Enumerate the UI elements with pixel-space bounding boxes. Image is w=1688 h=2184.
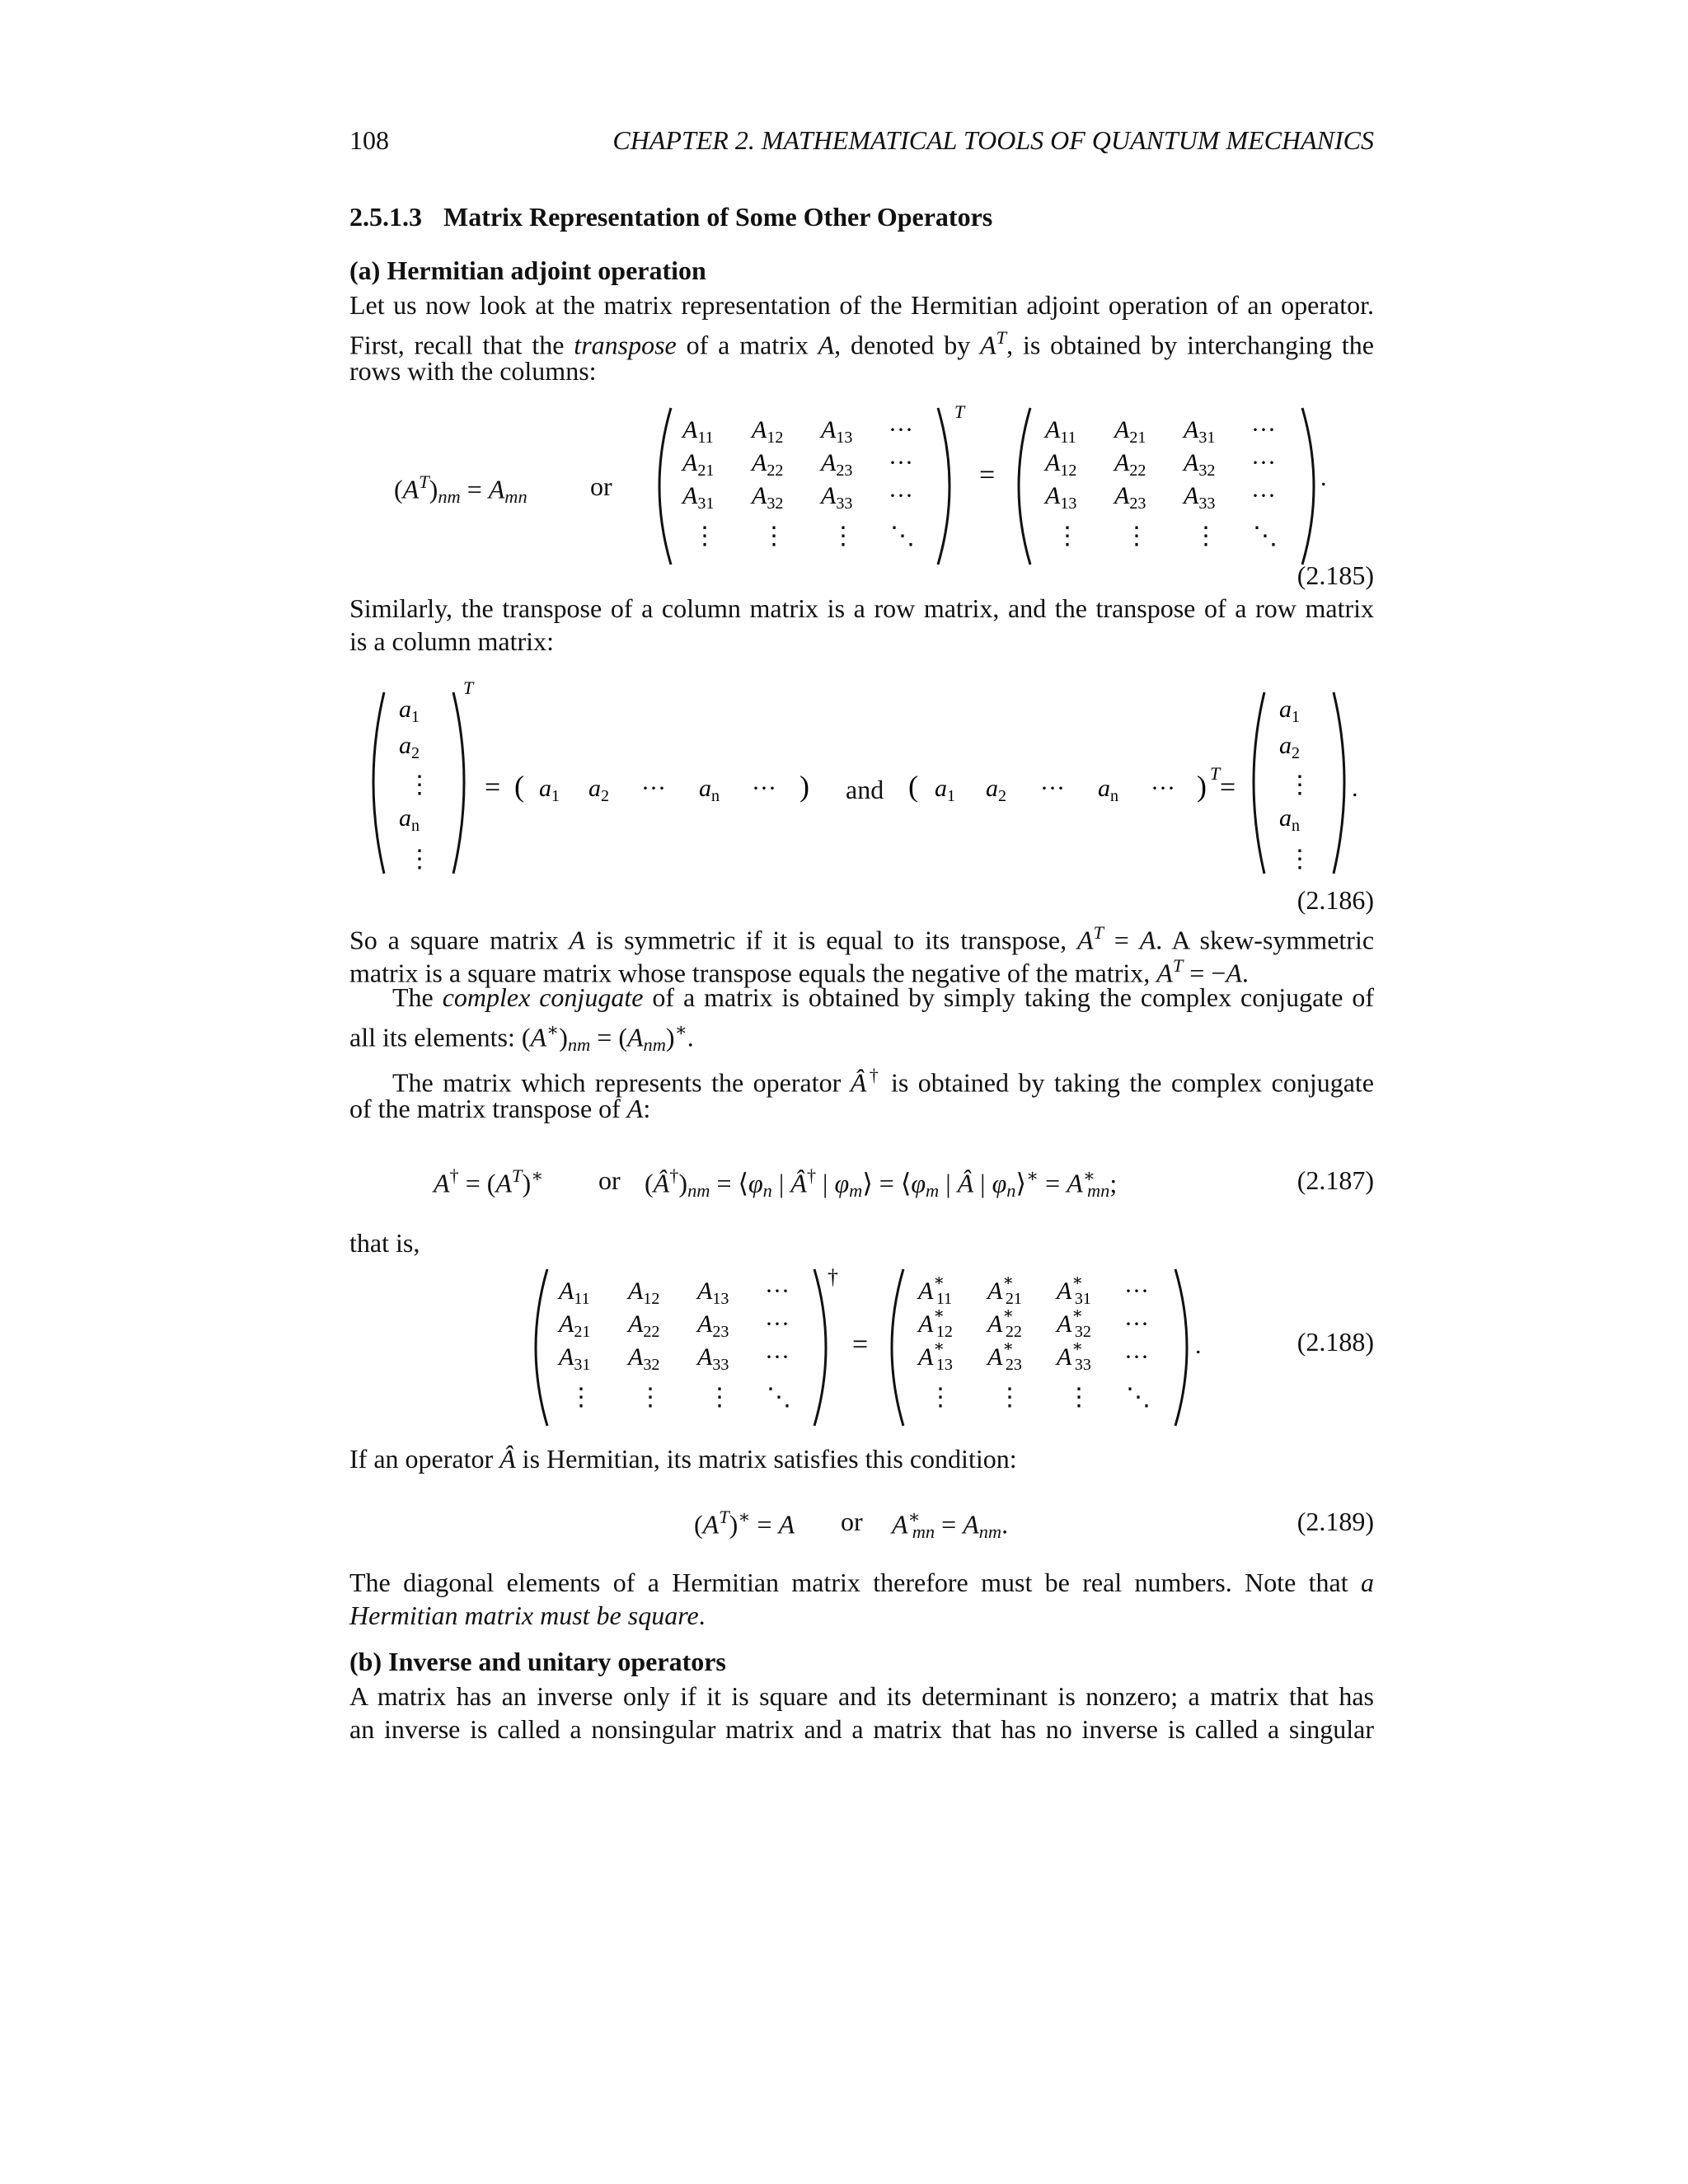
svg-text:A∗23: A∗ 23 [987,1338,1022,1374]
svg-text:A12: $A_{12}$ [628,1277,660,1308]
svg-text:···: ··· [1251,482,1276,509]
svg-text:a2: $a_2$ [588,775,609,805]
svg-text:an: $a_n$ [1279,804,1300,835]
svg-text:A11: $A_{11}$ [559,1277,590,1308]
or-word: or [590,471,612,501]
svg-text:T: T [1210,763,1221,784]
svg-text:an: $a_n$ [1098,775,1118,805]
svg-text:⋱: ⋱ [767,1384,791,1411]
svg-text:a1: $a_1$ [539,775,560,805]
text-line: A matrix has an inverse only if it is square and its determinant is nonzero; a matrix that has [349,1681,1374,1711]
svg-text:A∗22: A∗ 22 [987,1305,1022,1341]
paragraph-inverse [349,1680,1374,1746]
svg-text:⋮: ⋮ [1124,523,1149,550]
svg-text:A12: $A_{12}$ [1045,449,1077,480]
svg-text:⋮: ⋮ [1067,1384,1091,1411]
svg-text:A23: $A_{23}$ [1114,482,1146,513]
eq-hermitian-condition: $(A^T)^∗ = A$ [694,1507,795,1540]
svg-text:···: ··· [765,1310,790,1338]
svg-text:A31: $A_{31}$ [682,482,715,513]
svg-text:···: ··· [1124,1310,1149,1338]
svg-text:=: = [485,772,501,803]
and-word: and [846,775,884,804]
subsection-b-title: (b) Inverse and unitary operators [349,1647,726,1676]
svg-text:⋱: ⋱ [1253,523,1278,550]
svg-text:A21: $A_{21}$ [682,449,715,480]
svg-text:⋱: ⋱ [1126,1384,1151,1411]
svg-text:A31: $A_{31}$ [559,1343,591,1374]
section-number: 2.5.1.3 [349,202,422,232]
svg-text:†: † [828,1265,838,1289]
text-line: Hermitian matrix must be square. [349,1601,706,1630]
svg-text:A∗12: A∗ 12 [918,1305,953,1341]
section-heading [349,202,992,232]
svg-text:): ) [1197,770,1207,803]
svg-text:(: ( [908,770,918,803]
svg-text:···: ··· [765,1343,790,1371]
text-line: all its elements: $(A^∗)_{nm} = (A_{nm})^∗$. [349,1019,694,1055]
svg-text:a2: $a_2$ [986,775,1006,805]
svg-text:A∗21: A∗ 21 [987,1272,1022,1308]
svg-text:A21: $A_{21}$ [559,1310,591,1341]
svg-text:A∗32: A∗ 32 [1057,1305,1091,1341]
svg-text:(: ( [514,770,524,803]
svg-text:⋮: ⋮ [707,1384,732,1411]
svg-text:=: = [1220,772,1236,803]
svg-text:A32: $A_{32}$ [752,482,784,513]
text-line: The complex conjugate of a matrix is obtained by simply taking the complex conjugate of [392,982,1375,1012]
svg-text:A∗13: A∗ 13 [918,1338,953,1374]
svg-text:···: ··· [1151,775,1175,802]
section-title: Matrix Representation of Some Other Operators [443,202,993,232]
svg-text:A22: $A_{22}$ [752,449,784,480]
svg-text:A∗11: A∗ 11 [918,1272,953,1308]
svg-text:⋮: ⋮ [692,523,717,550]
svg-text:···: ··· [1251,416,1276,443]
svg-text:···: ··· [1124,1343,1149,1371]
svg-text:···: ··· [1124,1277,1149,1305]
svg-text:⋮: ⋮ [762,523,786,550]
svg-text:A12: $A_{12}$ [752,416,784,447]
paragraph-transpose-intro [349,288,1374,387]
svg-text:=: = [979,460,996,490]
paragraph-column-row-transpose [349,592,1374,658]
svg-text:···: ··· [752,775,776,802]
eq-transpose-element: $(A^T)_{nm} = A_{mn}$ [394,471,528,507]
paragraph-symmetric [349,916,1375,988]
svg-text:a2: $a_2$ [399,732,420,762]
svg-text:T: T [954,401,965,422]
equation-number: (2.185) [1296,560,1374,590]
paragraph-hermitian-condition [349,1442,1374,1475]
svg-text:A11: $A_{11}$ [682,416,714,447]
svg-text:.: . [1195,1332,1202,1359]
text-line: So a square matrix A is symmetric if it is equal to its transpose, $A^T = A$. A skew-symmetric [349,922,1375,955]
svg-text:···: ··· [641,775,666,802]
svg-text:⋮: ⋮ [407,846,432,873]
svg-text:···: ··· [889,416,913,443]
svg-text:an: $a_n$ [699,775,720,805]
svg-text:···: ··· [1040,775,1065,802]
svg-text:⋮: ⋮ [407,771,432,799]
text-line: matrix is a square matrix whose transpose equals the negative of the matrix, $A^T = -A$. [349,955,1249,988]
svg-text:): ) [799,770,809,803]
paragraph-complex-conjugate [349,981,1375,1055]
svg-text:A21: $A_{21}$ [1114,416,1146,447]
svg-text:A23: $A_{23}$ [697,1310,729,1341]
svg-text:a2: $a_2$ [1279,732,1300,762]
svg-text:A∗31: A∗ 31 [1057,1272,1091,1308]
svg-text:A13: $A_{13}$ [821,416,853,447]
equation-number: (2.188) [1296,1327,1374,1357]
svg-text:⋮: ⋮ [1193,523,1218,550]
svg-text:a1: $a_1$ [935,775,955,805]
paragraph-diagonal-elements [349,1566,1374,1632]
svg-text:A33: $A_{33}$ [697,1343,729,1374]
svg-text:A11: $A_{11}$ [1045,416,1076,447]
equation-number: (2.186) [1296,885,1374,915]
svg-text:⋮: ⋮ [1287,771,1312,799]
svg-text:···: ··· [889,449,913,476]
svg-text:···: ··· [765,1277,790,1305]
text-line: an inverse is called a nonsingular matrix and a matrix that has no inverse is called a singular [349,1714,1374,1744]
svg-text:A31: $A_{31}$ [1184,416,1216,447]
transpose-matrix-equation [643,400,1368,573]
svg-text:A32: $A_{32}$ [1184,449,1216,480]
svg-text:an: $a_n$ [399,804,420,835]
paragraph-adjoint-matrix [349,1059,1374,1125]
text-line: The diagonal elements of a Hermitian matrix therefore must be real numbers. Note that a [349,1568,1374,1597]
text-line: of the matrix transpose of A: [349,1094,651,1123]
svg-text:⋱: ⋱ [890,523,915,550]
svg-text:A∗33: A∗ 33 [1057,1338,1091,1374]
text-line: is a column matrix: [349,626,554,656]
text-line: Let us now look at the matrix representation of the Hermitian adjoint operation of an operator. [349,290,1374,320]
eq-adjoint-element: $(Â^\dagger)_{nm}$ = $⟨\varphi_n$ | Â† | $\varphi_m⟩$ = $⟨\varphi_m$ | Â | $\varphi_n⟩^∗ = A^∗_{mn}$; [645,1165,1118,1201]
svg-text:⋮: ⋮ [928,1384,953,1411]
svg-text:⋮: ⋮ [638,1384,663,1411]
svg-text:A22: $A_{22}$ [1114,449,1146,480]
or-word: or [598,1165,621,1195]
eq-hermitian-element: $A^∗_{mn} = A_{nm}$. [892,1507,1009,1542]
svg-text:A13: $A_{13}$ [697,1277,729,1308]
text-line: rows with the columns: [349,356,597,386]
svg-text:A32: $A_{32}$ [628,1343,660,1374]
svg-text:⋮: ⋮ [997,1384,1022,1411]
svg-text:a1: $a_1$ [399,696,420,726]
svg-text:.: . [1352,775,1358,802]
svg-text:A23: $A_{23}$ [821,449,853,480]
text-line: If an operator Â is Hermitian, its matrix satisfies this condition: [349,1444,1017,1474]
eq-adjoint-definition: $A^\dagger = (A^T)^∗$ [434,1165,544,1198]
svg-text:=: = [852,1329,869,1360]
svg-text:.: . [1320,464,1327,491]
subsection-a-title: (a) Hermitian adjoint operation [349,255,706,285]
svg-text:a1: $a_1$ [1279,696,1300,726]
svg-text:···: ··· [1251,449,1276,476]
svg-text:⋮: ⋮ [569,1384,593,1411]
svg-text:A13: $A_{13}$ [1045,482,1077,513]
text-line: Similarly, the transpose of a column matrix is a row matrix, and the transpose of a row matrix [349,593,1374,623]
equation-number: (2.187) [1296,1165,1374,1195]
running-title: CHAPTER 2. MATHEMATICAL TOOLS OF QUANTUM MECHANICS [612,125,1374,155]
svg-text:⋮: ⋮ [1055,523,1080,550]
hermitian-adjoint-matrix-equation [519,1261,1220,1434]
svg-text:A33: $A_{33}$ [821,482,853,513]
equation-number: (2.189) [1296,1507,1374,1536]
that-is-text: that is, [349,1228,420,1258]
svg-text:⋮: ⋮ [1287,846,1312,873]
page-number: 108 [349,125,389,155]
svg-text:T: T [463,677,474,698]
or-word: or [841,1507,863,1536]
svg-text:⋮: ⋮ [831,523,856,550]
text-line: First, recall that the transpose of a matrix A, denoted by $A^T$, is obtained by interchanging the [349,327,1375,360]
svg-text:A33: $A_{33}$ [1184,482,1216,513]
svg-text:A22: $A_{22}$ [628,1310,660,1341]
text-line: The matrix which represents the operator Â† is obtained by taking the complex conjugate [392,1065,1375,1098]
svg-text:···: ··· [889,482,913,509]
